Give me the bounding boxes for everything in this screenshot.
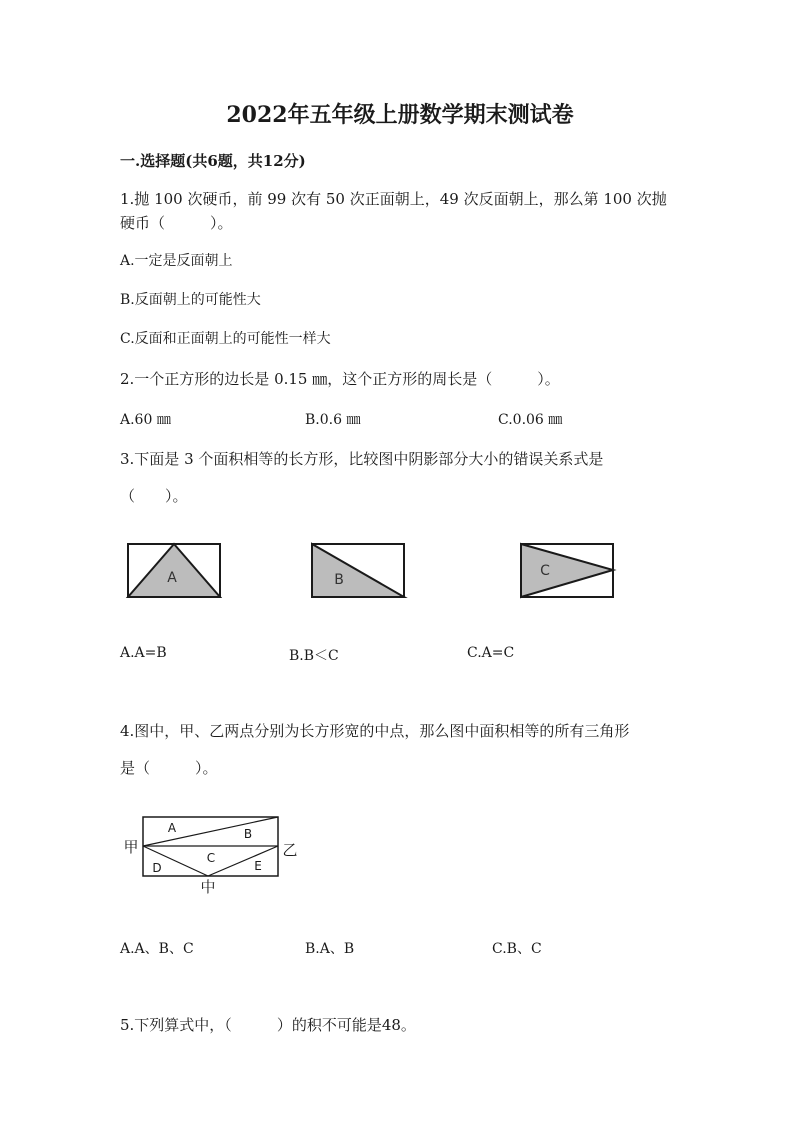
q3-stem-line1: 3.下面是 3 个面积相等的长方形，比较图中阴影部分大小的错误关系式是 (120, 450, 604, 468)
q4-label-e: E (254, 859, 262, 873)
q4-label-d: D (152, 861, 162, 875)
q4-option-c: C.B、C (492, 941, 542, 957)
q4-point-yi: 乙 (282, 841, 298, 859)
q4-figure (123, 817, 297, 896)
q2-option-a: A.60 ㎜ (120, 412, 171, 428)
q3-rect-a (128, 544, 220, 597)
q3-label-c: C (540, 563, 550, 579)
q4-option-a: A.A、B、C (120, 941, 194, 957)
q4-option-b: B.A、B (305, 941, 355, 957)
q3-option-b: B.B＜C (289, 648, 339, 664)
q4-label-b: B (243, 827, 253, 841)
q1-stem-line2: 硬币（ ）。 (120, 214, 233, 232)
q2-stem: 2.一个正方形的边长是 0.15 ㎜，这个正方形的周长是（ ）。 (120, 370, 560, 388)
q3-label-a: A (167, 570, 177, 586)
q2-option-b: B.0.6 ㎜ (305, 412, 361, 428)
q4-label-a: A (167, 821, 177, 835)
page-title: 2022年五年级上册数学期末测试卷 (226, 102, 574, 128)
q4-point-zhong: 中 (200, 878, 216, 896)
q4-stem-line2: 是（ ）。 (120, 759, 218, 777)
q4-point-jia: 甲 (123, 838, 139, 856)
q3-rect-c (521, 544, 613, 597)
section-heading: 一.选择题(共6题，共12分) (120, 152, 306, 170)
q3-shaded-triangle-c (521, 544, 613, 597)
q4-stem-line1: 4.图中，甲、乙两点分别为长方形宽的中点，那么图中面积相等的所有三角形 (120, 722, 630, 740)
q3-option-c: C.A=C (467, 645, 515, 661)
q5-stem: 5.下列算式中，（ ）的积不可能是48。 (120, 1016, 416, 1034)
q3-label-b: B (334, 572, 344, 588)
q3-shaded-triangle-b (312, 544, 404, 597)
q1-option-a: A.一定是反面朝上 (120, 253, 233, 269)
q4-label-c: C (206, 851, 216, 865)
q1-stem-line1: 1.抛 100 次硬币，前 99 次有 50 次正面朝上，49 次反面朝上，那么第 100 次抛 (120, 190, 667, 208)
q1-option-b: B.反面朝上的可能性大 (120, 292, 261, 308)
q3-option-a: A.A=B (120, 645, 167, 661)
q3-rect-b (312, 544, 404, 597)
q1-option-c: C.反面和正面朝上的可能性一样大 (120, 331, 331, 347)
q3-stem-line2: （ ）。 (120, 487, 188, 505)
q2-option-c: C.0.06 ㎜ (498, 412, 563, 428)
